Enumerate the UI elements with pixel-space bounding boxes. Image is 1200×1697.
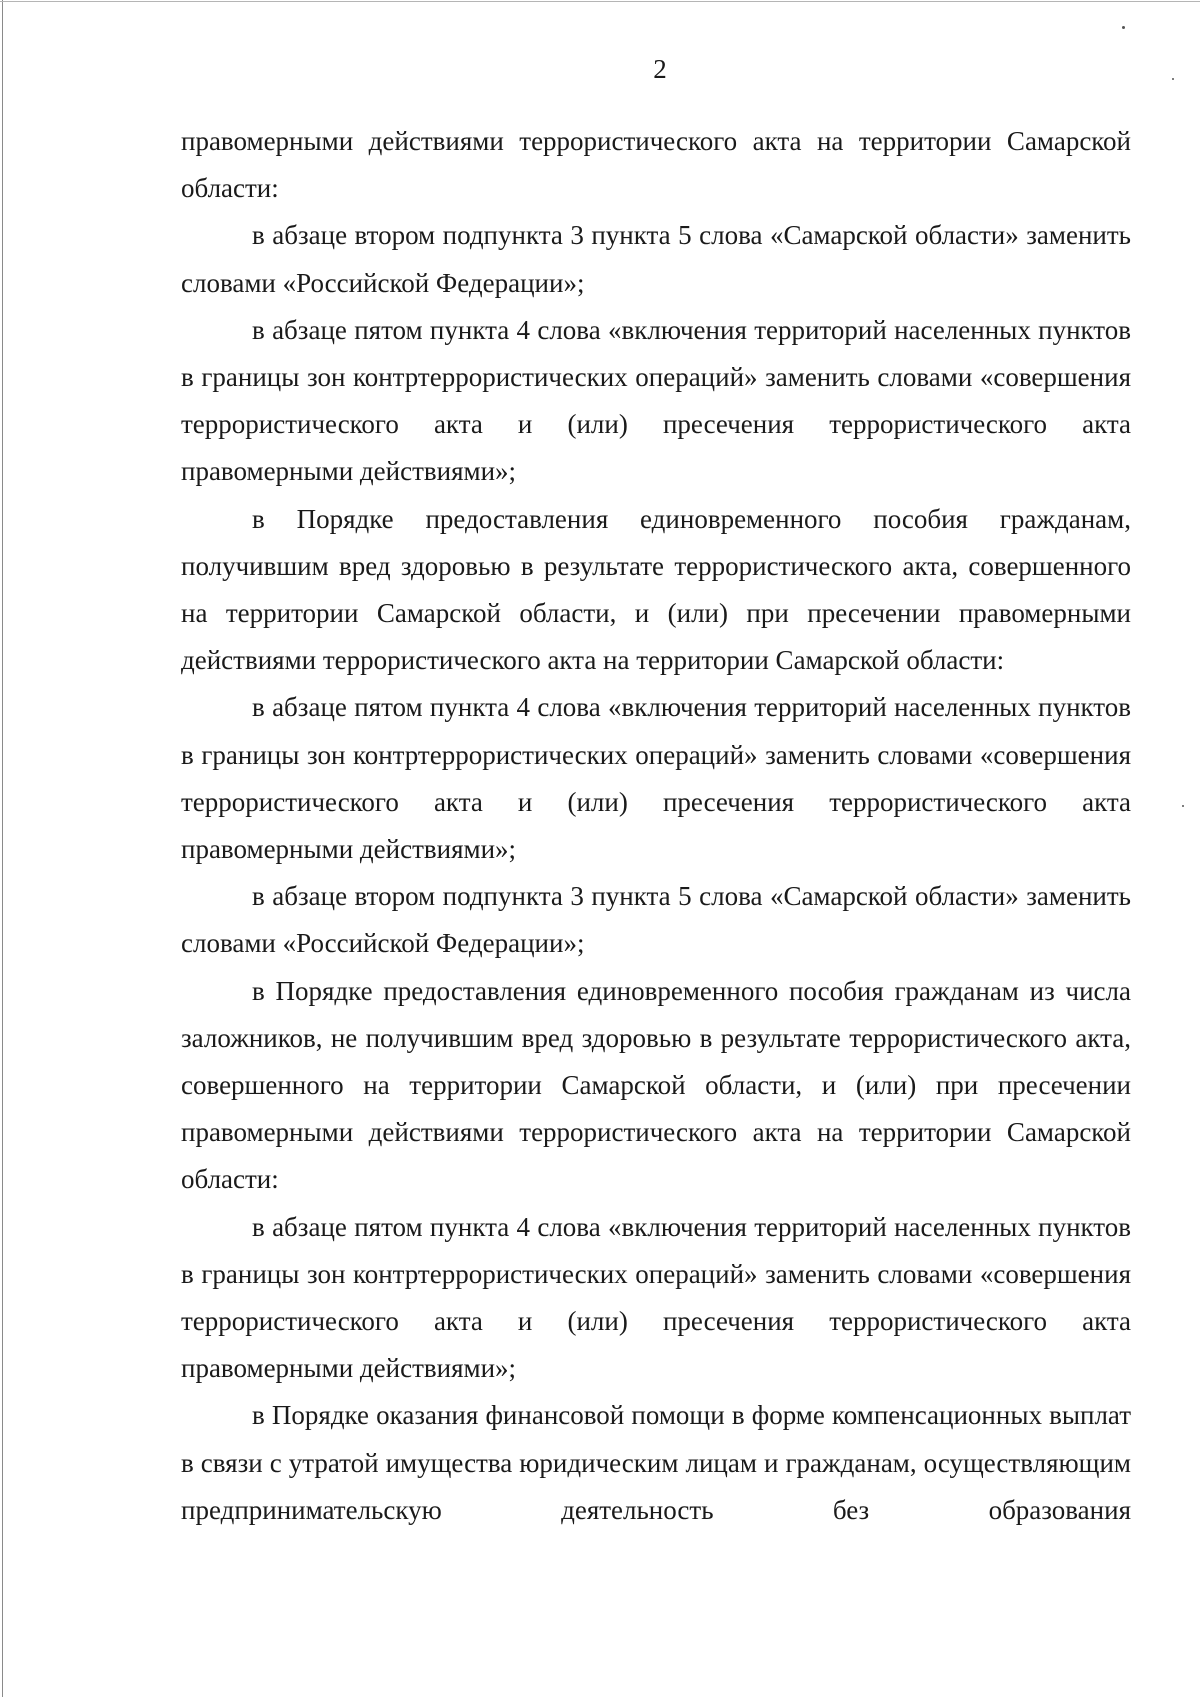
paragraph: в абзаце втором подпункта 3 пункта 5 слова «Самарской области» заменить словами «Российской Федерации»; [181,220,1131,298]
paragraph: в абзаце пятом пункта 4 слова «включения территорий населенных пунктов в границы зон контртеррористических операций» заменить словами «совершения террористического акта и (или) пресечения террористического акта правомерными действиями»; [181,1211,1131,1384]
paragraph: правомерными действиями террористического акта на территории Самарской области: [181,126,1131,204]
scan-edge [0,1,1200,2]
page-number: 2 [653,54,667,84]
document-body [181,118,1131,1534]
paragraph: в абзаце пятом пункта 4 слова «включения территорий населенных пунктов в границы зон контртеррористических операций» заменить словами «совершения террористического акта и (или) пресечения террористического акта правомерными действиями»; [181,314,1131,487]
paragraph: в Порядке оказания финансовой помощи в форме компенсационных выплат в связи с утратой имущества юридическим лицам и гражданам, осуществляющим предпринимательскую деятельность без образования [181,1400,1131,1525]
paragraph: в Порядке предоставления единовременного пособия гражданам из числа заложников, не получившим вред здоровью в результате террористического акта, совершенного на территории Самарской области, и (или) при пресечении правомерными действиями террористического акта на территории Самарской области: [181,975,1131,1195]
paragraph: в абзаце втором подпункта 3 пункта 5 слова «Самарской области» заменить словами «Российской Федерации»; [181,881,1131,959]
scan-speck [1122,26,1125,29]
paragraph: в абзаце пятом пункта 4 слова «включения территорий населенных пунктов в границы зон контртеррористических операций» заменить словами «совершения террористического акта и (или) пресечения террористического акта правомерными действиями»; [181,692,1131,865]
scan-edge [2,0,3,1697]
paragraph: в Порядке предоставления единовременного пособия гражданам, получившим вред здоровью в результате террористического акта, совершенного на территории Самарской области, и (или) при пресечении правомерными действиями террористического акта на территории Самарской области: [181,503,1131,676]
scan-speck [1182,805,1184,807]
